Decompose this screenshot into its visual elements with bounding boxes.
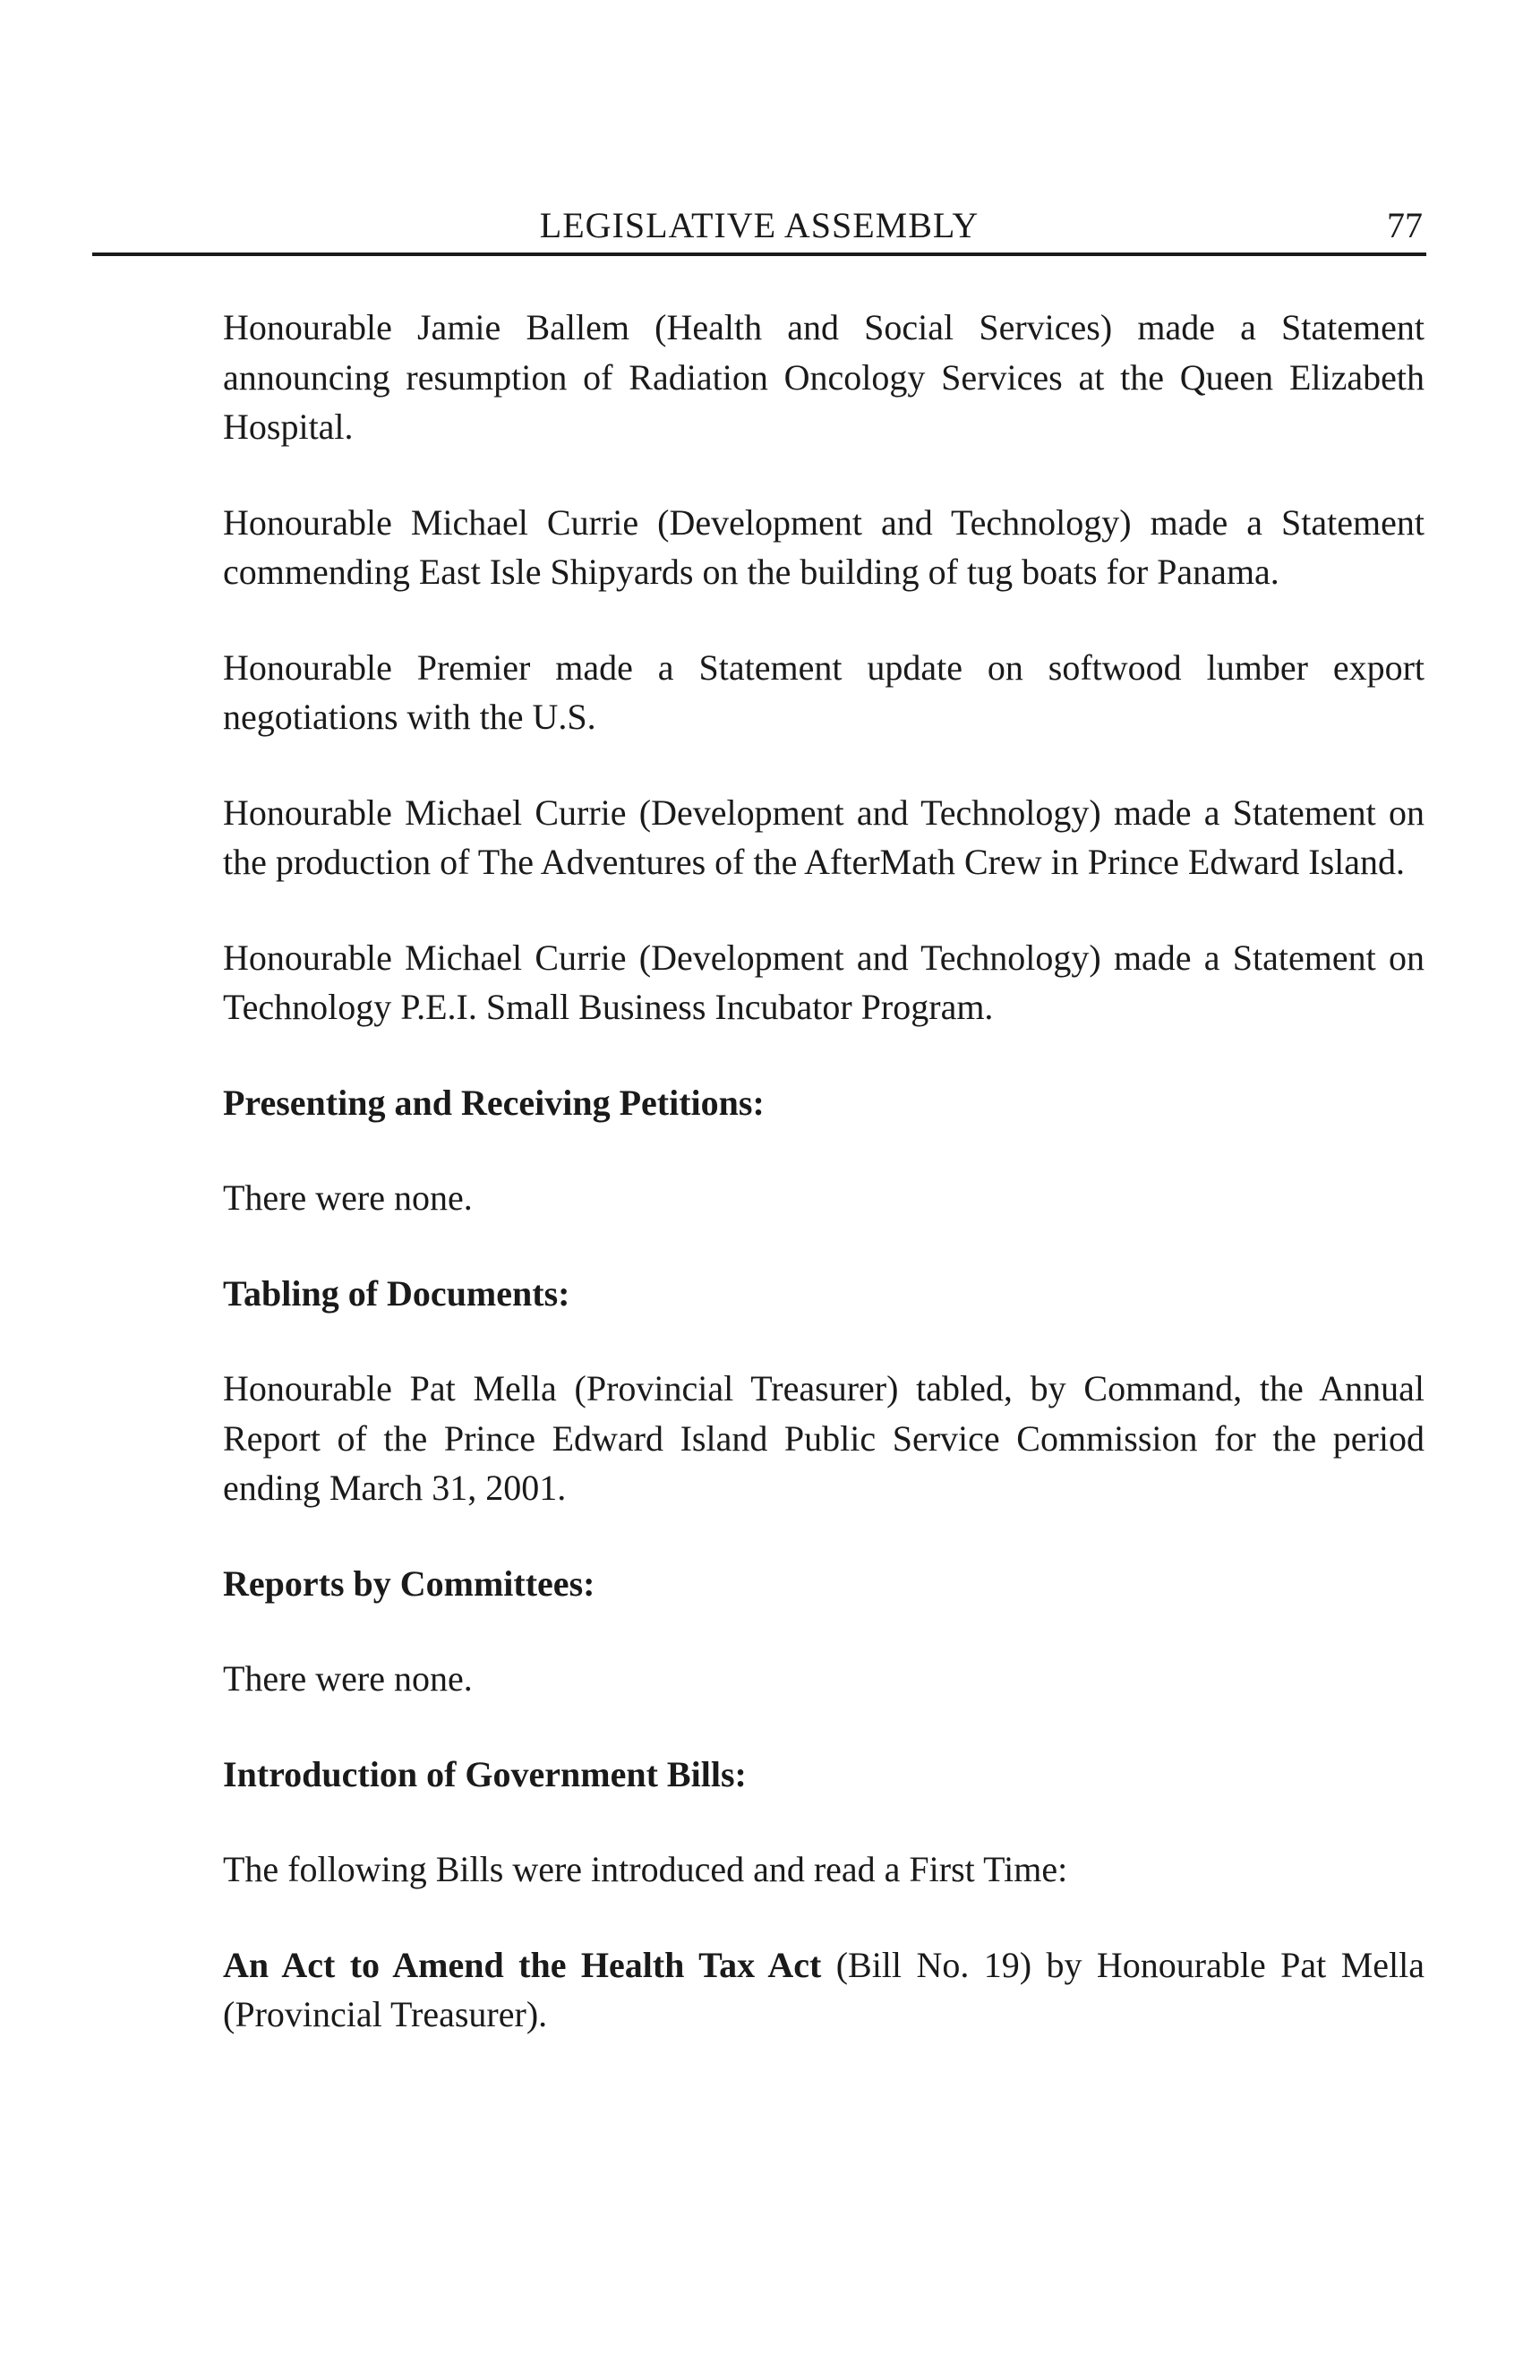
statement-paragraph: Honourable Jamie Ballem (Health and Social Services) made a Statement announcing resumption of Radiation Oncology Services at the Queen Elizabeth Hospital.	[223, 307, 1424, 447]
section-heading-petitions: Presenting and Receiving Petitions:	[223, 1082, 765, 1123]
page-body	[223, 303, 1424, 2085]
committees-text: There were none.	[223, 1658, 473, 1699]
bills-intro-text: The following Bills were introduced and read a First Time:	[223, 1849, 1068, 1889]
statement-paragraph: Honourable Michael Currie (Development and Technology) made a Statement on the production of The Adventures of the AfterMath Crew in Prince Edward Island.	[223, 792, 1424, 882]
page-number: 77	[1387, 205, 1423, 245]
tabling-paragraph: Honourable Pat Mella (Provincial Treasurer) tabled, by Command, the Annual Report of the Prince Edward Island Public Service Commission for the period ending March 31, 2001.	[223, 1368, 1424, 1508]
statement-paragraph: Honourable Michael Currie (Development and Technology) made a Statement on Technology P.E.I. Small Business Incubator Program.	[223, 937, 1424, 1027]
petitions-text: There were none.	[223, 1177, 473, 1218]
statement-paragraph: Honourable Michael Currie (Development and Technology) made a Statement commending East Isle Shipyards on the building of tug boats for Panama.	[223, 501, 1424, 592]
section-heading-committees: Reports by Committees:	[223, 1562, 595, 1604]
section-heading-government-bills: Introduction of Government Bills:	[223, 1753, 747, 1794]
running-header-title: LEGISLATIVE ASSEMBLY	[539, 205, 980, 245]
section-heading-tabling: Tabling of Documents:	[223, 1272, 570, 1314]
bill-title: An Act to Amend the Health Tax Act	[223, 1944, 822, 1985]
page-header	[92, 199, 1426, 256]
statement-paragraph: Honourable Premier made a Statement update on softwood lumber export negotiations with the U.S.	[223, 646, 1424, 737]
bill-details: (Bill No. 19) by Honourable Pat Mella (Provincial Treasurer).	[223, 1944, 1424, 2034]
bill-entry	[223, 1940, 1424, 2040]
